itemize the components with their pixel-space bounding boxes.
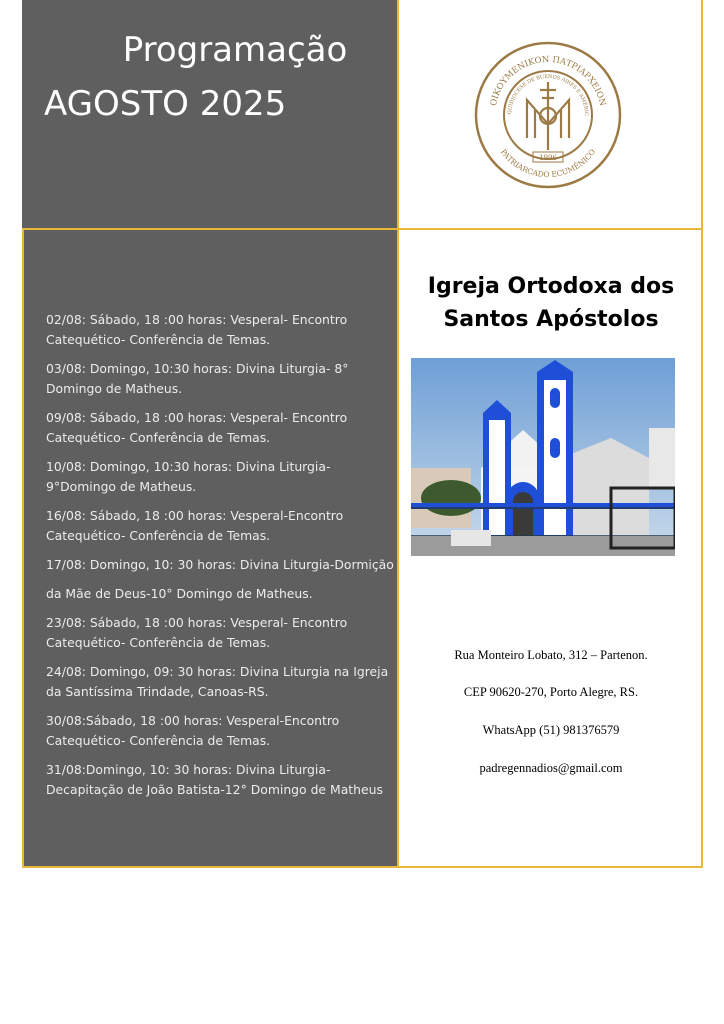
seal-bottom-text: PATRIARCADO ECUMÊNICO [498,147,598,180]
info-panel [399,230,703,868]
church-building-photo [411,358,675,556]
page-title: Programação [122,30,348,70]
logo-panel [399,0,703,230]
schedule-panel [22,230,399,868]
patriarchate-seal-icon [473,40,623,190]
title-panel [22,0,399,230]
contact-whatsapp: WhatsApp (51) 981376579 [482,723,620,737]
contact-cep: CEP 90620-270, Porto Alegre, RS. [463,685,639,699]
church-name: Igreja Ortodoxa dos Santos Apóstolos [427,274,675,332]
schedule-item: 03/08: Domingo, 10:30 horas: Divina Liturgia- 8° Domingo de Matheus. [46,361,349,396]
schedule-item: 23/08: Sábado, 18 :00 horas: Vesperal- Encontro Catequético- Conferência de Temas. [46,615,348,650]
schedule-item: 31/08:Domingo, 10: 30 horas: Divina Liturgia- Decapitação de João Batista-12° Domingo de Matheus [46,762,383,797]
schedule-item: 24/08: Domingo, 09: 30 horas: Divina Liturgia na Igreja da Santíssima Trindade, Canoas-RS. [46,664,389,699]
schedule-item: 17/08: Domingo, 10: 30 horas: Divina Liturgia-Dormição [46,557,394,572]
schedule-item: 10/08: Domingo, 10:30 horas: Divina Liturgia- 9°Domingo de Matheus. [46,459,331,494]
schedule-item: da Mãe de Deus-10° Domingo de Matheus. [46,586,313,601]
contact-email[interactable]: padregennadios@gmail.com [479,761,623,775]
page-subtitle-month: AGOSTO 2025 [44,84,287,124]
schedule-item: 30/08:Sábado, 18 :00 horas: Vesperal-Encontro Catequético- Conferência de Temas. [46,713,340,748]
schedule-item: 09/08: Sábado, 18 :00 horas: Vesperal- Encontro Catequético- Conferência de Temas. [46,410,348,445]
schedule-list [46,310,396,809]
schedule-item: 16/08: Sábado, 18 :00 horas: Vesperal-Encontro Catequético- Conferência de Temas. [46,508,344,543]
schedule-item: 02/08: Sábado, 18 :00 horas: Vesperal- Encontro Catequético- Conferência de Temas. [46,312,348,347]
seal-year: 1996 [539,154,557,162]
seal-top-text: ΟΙΚΟΥΜΕΝΙΚΟΝ ΠΑΤΡΙΑΡΧΕΙΟΝ [488,54,608,107]
contact-address: Rua Monteiro Lobato, 312 – Partenon. [454,648,648,662]
seal-inner-text: QUIDIOCESE DE BUENOS AIRES E AMÉRIC [506,73,590,116]
